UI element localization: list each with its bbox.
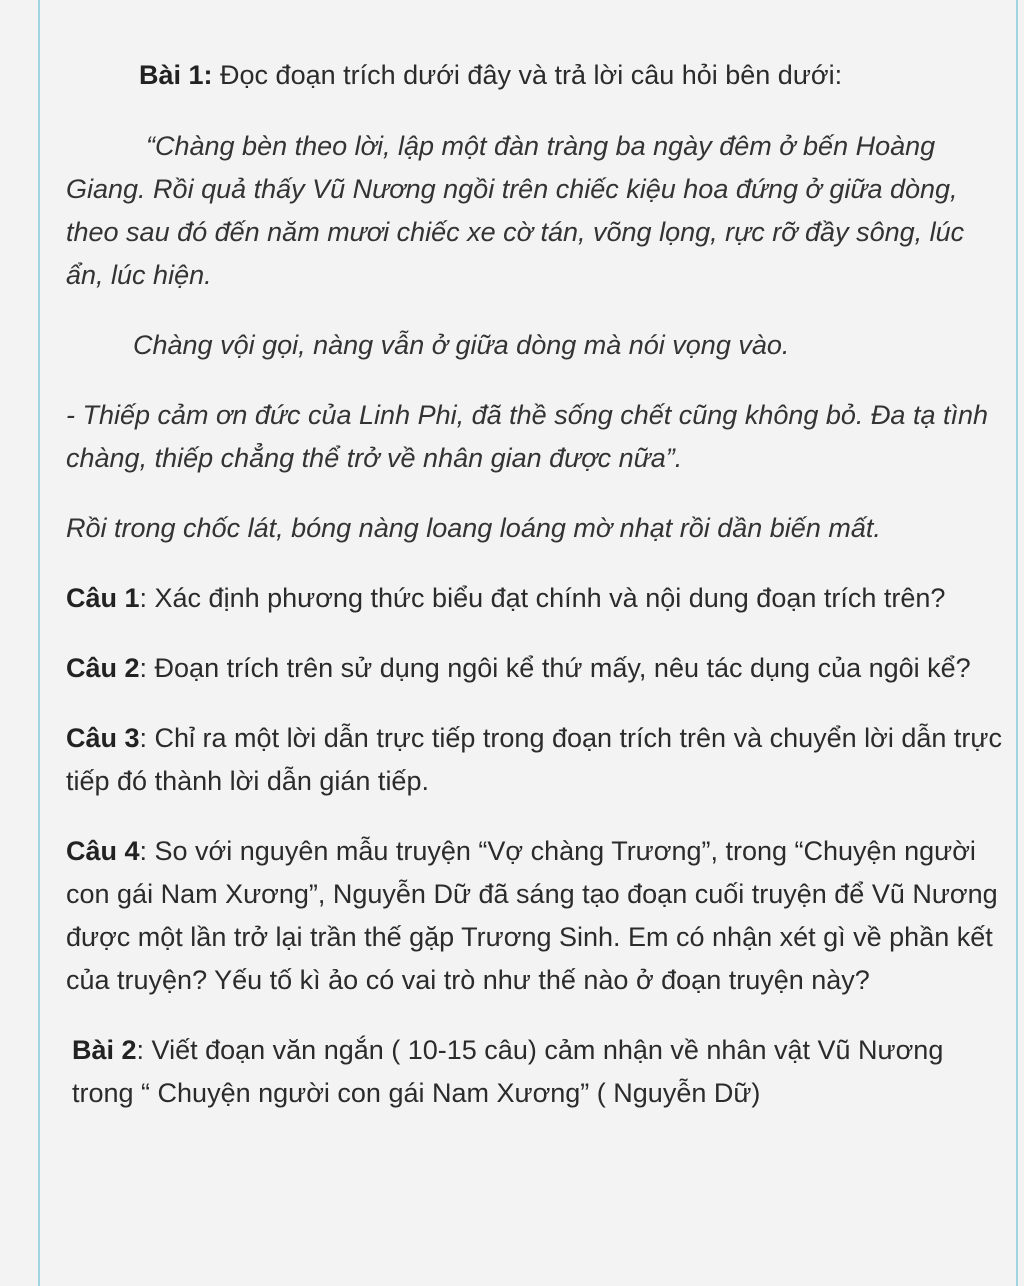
question-2: [66, 647, 1006, 690]
bai2-paragraph: [66, 1029, 1006, 1115]
bai1-label: Bài 1:: [139, 60, 213, 90]
question-4-label: Câu 4: [66, 836, 140, 866]
question-3: [66, 717, 1006, 803]
excerpt-paragraph-3: - Thiếp cảm ơn đức của Linh Phi, đã thề sống chết cũng không bỏ. Đa tạ tình chàng, thiếp chẳng thể trở về nhân gian được nữa”.: [66, 400, 988, 473]
bai1-instruction: Đọc đoạn trích dưới đây và trả lời câu hỏi bên dưới:: [212, 60, 843, 90]
bai1-heading: [66, 54, 1006, 97]
question-3-label: Câu 3: [66, 723, 140, 753]
question-4: [66, 830, 1006, 1002]
question-2-label: Câu 2: [66, 653, 140, 683]
excerpt-paragraph-1: “Chàng bèn theo lời, lập một đàn tràng ba ngày đêm ở bến Hoàng Giang. Rồi quả thấy Vũ Nương ngồi trên chiếc kiệu hoa đứng ở giữa dòng, theo sau đó đến năm mươi chiếc xe cờ tán, võng lọng, rực rỡ đầy sông, lúc ẩn, lúc hiện.: [66, 131, 965, 290]
bai2-label: Bài 2: [72, 1035, 137, 1065]
question-1-text: : Xác định phương thức biểu đạt chính và nội dung đoạn trích trên?: [139, 583, 946, 613]
question-4-text: : So với nguyên mẫu truyện “Vợ chàng Trương”, trong “Chuyện người con gái Nam Xương”, Nguyễn Dữ đã sáng tạo đoạn cuối truyện để Vũ Nương được một lần trở lại trần thế gặp Trương Sinh. Em có nhận xét gì về phần kết của truyện? Yếu tố kì ảo có vai trò như thế nào ở đoạn truyện này?: [66, 836, 998, 995]
exercise-content: [66, 54, 1006, 1115]
left-border-line: [38, 0, 40, 1286]
right-border-line: [1016, 0, 1018, 1286]
excerpt-paragraph-4: Rồi trong chốc lát, bóng nàng loang loáng mờ nhạt rồi dần biến mất.: [66, 513, 881, 543]
question-2-text: : Đoạn trích trên sử dụng ngôi kể thứ mấy, nêu tác dụng của ngôi kể?: [139, 653, 971, 683]
bai2-text: : Viết đoạn văn ngắn ( 10-15 câu) cảm nhận về nhân vật Vũ Nương trong “ Chuyện người con gái Nam Xương” ( Nguyễn Dữ): [72, 1035, 944, 1108]
question-1: [66, 577, 1006, 620]
question-3-text: : Chỉ ra một lời dẫn trực tiếp trong đoạn trích trên và chuyển lời dẫn trực tiếp đó thành lời dẫn gián tiếp.: [66, 723, 1002, 796]
excerpt-paragraph-2: Chàng vội gọi, nàng vẫn ở giữa dòng mà nói vọng vào.: [133, 330, 790, 360]
question-1-label: Câu 1: [66, 583, 140, 613]
